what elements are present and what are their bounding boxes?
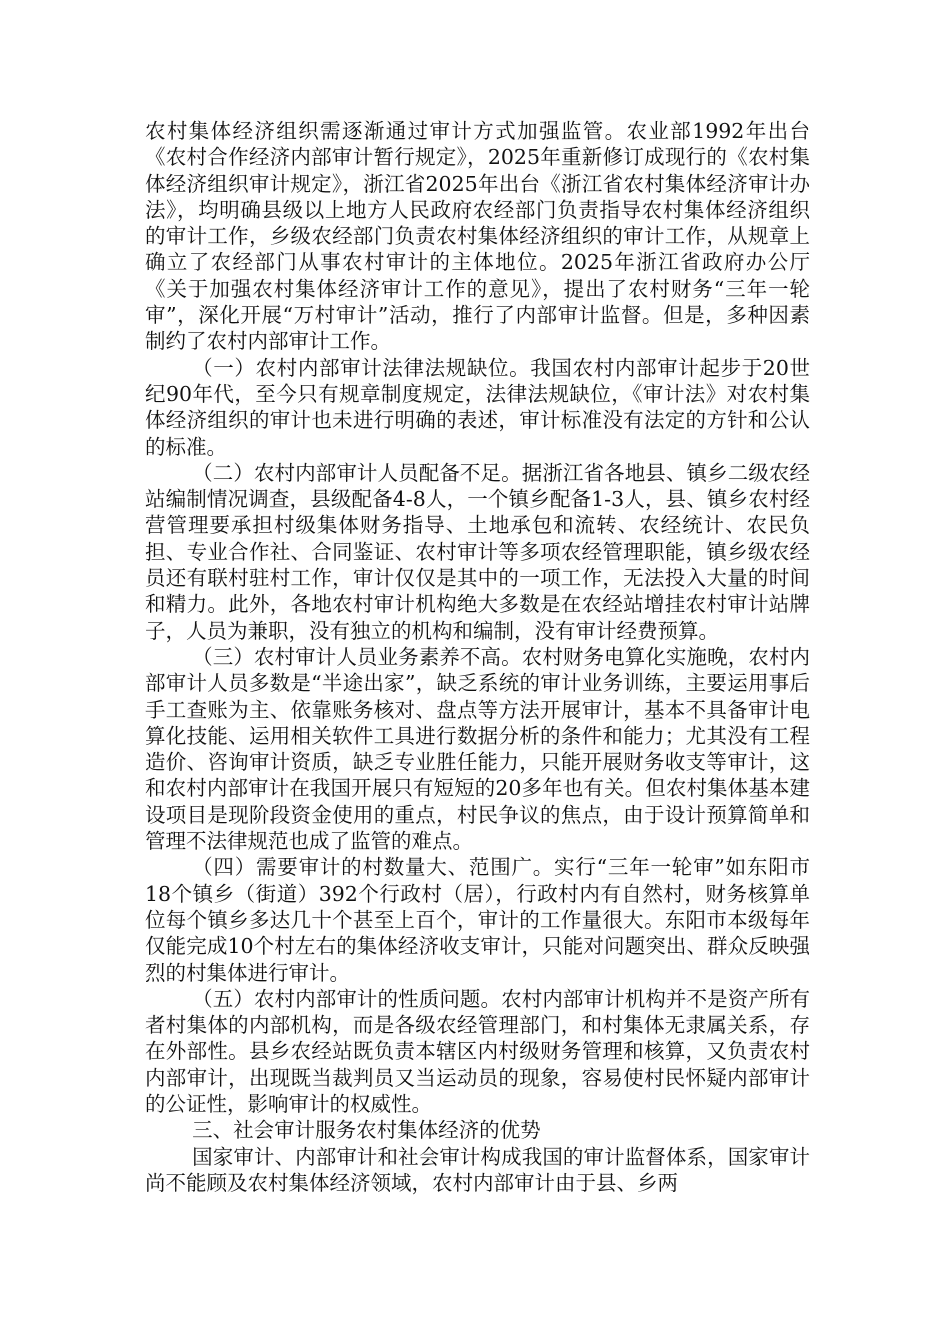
paragraph-section-4: （四）需要审计的村数量大、范围广。实行“三年一轮审”如东阳市18个镇乡（街道）392个行政村（居），行政村内有自然村，财务核算单位每个镇乡多达几十个甚至上百个，审计的工作量很大。东阳市本级每年仅能完成10个村左右的集体经济收支审计，只能对问题突出、群众反映强烈的村集体进行审计。: [145, 855, 810, 985]
paragraph-intro: 农村集体经济组织需逐渐通过审计方式加强监管。农业部1992年出台《农村合作经济内部审计暂行规定》，2025年重新修订成现行的《农村集体经济组织审计规定》，浙江省2025年出台《浙江省农村集体经济审计办法》，均明确县级以上地方人民政府农经部门负责指导农村集体经济组织的审计工作，乡级农经部门负责农村集体经济组织的审计工作，从规章上确立了农经部门从事农村审计的主体地位。2025年浙江省政府办公厅《关于加强农村集体经济审计工作的意见》，提出了农村财务“三年一轮审”，深化开展“万村审计”活动，推行了内部审计监督。但是，多种因素制约了农村内部审计工作。: [145, 119, 810, 354]
paragraph-section-2: （二）农村内部审计人员配备不足。据浙江省各地县、镇乡二级农经站编制情况调查，县级配备4-8人，一个镇乡配备1-3人，县、镇乡农村经营管理要承担村级集体财务指导、土地承包和流转、农经统计、农民负担、专业合作社、合同鉴证、农村审计等多项农经管理职能，镇乡级农经员还有联村驻村工作，审计仅仅是其中的一项工作，无法投入大量的时间和精力。此外，各地农村审计机构绝大多数是在农经站增挂农村审计站牌子，人员为兼职，没有独立的机构和编制，没有审计经费预算。: [145, 460, 810, 643]
paragraph-section-1: （一）农村内部审计法律法规缺位。我国农村内部审计起步于20世纪90年代，至今只有规章制度规定，法律法规缺位，《审计法》对农村集体经济组织的审计也未进行明确的表述，审计标准没有法定的方针和公认的标准。: [145, 355, 810, 459]
paragraph-section-3: （三）农村审计人员业务素养不高。农村财务电算化实施晚，农村内部审计人员多数是“半途出家”，缺乏系统的审计业务训练，主要运用事后手工查账为主、依靠账务核对、盘点等方法开展审计，基本不具备审计电算化技能、运用相关软件工具进行数据分析的条件和能力；尤其没有工程造价、咨询审计资质，缺乏专业胜任能力，只能开展财务收支等审计，这和农村内部审计在我国开展只有短短的20多年也有关。但农村集体基本建设项目是现阶段资金使用的重点，村民争议的焦点，由于设计预算简单和管理不法律规范也成了监管的难点。: [145, 644, 810, 854]
section-heading-3: 三、社会审计服务农村集体经济的优势: [192, 1118, 541, 1143]
document-body: [145, 118, 810, 1196]
paragraph-audit-system: 国家审计、内部审计和社会审计构成我国的审计监督体系，国家审计尚不能顾及农村集体经济领域，农村内部审计由于县、乡两: [145, 1144, 810, 1195]
paragraph-section-5: （五）农村内部审计的性质问题。农村内部审计机构并不是资产所有者村集体的内部机构，而是各级农经管理部门，和村集体无隶属关系，存在外部性。县乡农经站既负责本辖区内村级财务管理和核算，又负责农村内部审计，出现既当裁判员又当运动员的现象，容易使村民怀疑内部审计的公证性，影响审计的权威性。: [145, 986, 810, 1116]
